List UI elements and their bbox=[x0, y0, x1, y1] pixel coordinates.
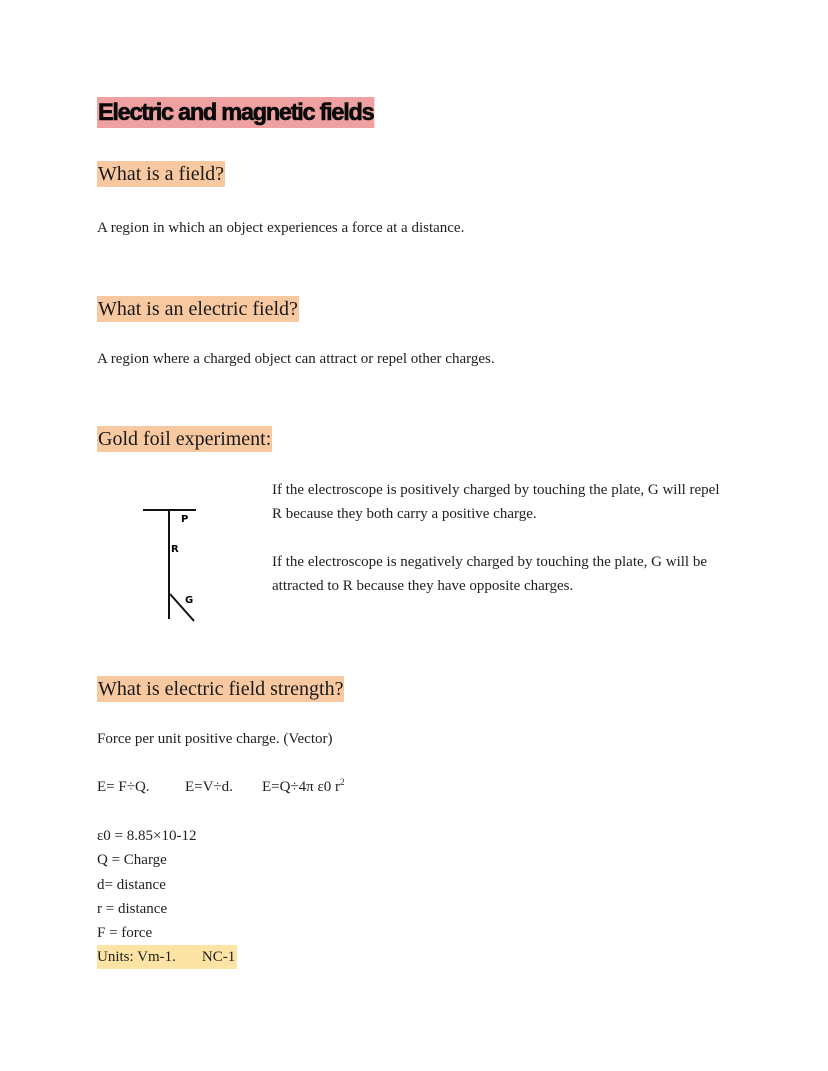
definition-force: F = force bbox=[97, 925, 153, 941]
section-heading-gold-foil: Gold foil experiment: bbox=[98, 428, 272, 450]
label-g: G bbox=[185, 595, 194, 606]
definition-r-distance: r = distance bbox=[97, 901, 168, 917]
definition-charge: Q = Charge bbox=[97, 852, 167, 868]
equation-coulomb bbox=[262, 775, 345, 799]
field-strength-definition: Force per unit positive charge. (Vector) bbox=[97, 731, 333, 747]
equation-voltage-distance: E=V÷d. bbox=[185, 779, 233, 795]
electroscope-diagram bbox=[130, 495, 220, 630]
label-r: R bbox=[171, 544, 179, 555]
units-line bbox=[97, 945, 237, 969]
section-heading-field-strength: What is electric field strength? bbox=[98, 678, 344, 700]
page-title: Electric and magnetic fields bbox=[97, 99, 374, 126]
definition-permittivity: ε0 = 8.85×10-12 bbox=[97, 828, 197, 844]
positive-charge-explanation: If the electroscope is positively charged by touching the plate, G will repel R because they both carry a positive charge. bbox=[272, 482, 720, 522]
equation-force-charge: E= F÷Q. bbox=[97, 779, 150, 795]
units-alt: NC-1 bbox=[201, 949, 236, 965]
definition-d-distance: d= distance bbox=[97, 877, 166, 893]
field-definition: A region in which an object experiences a force at a distance. bbox=[97, 220, 465, 236]
label-p: P bbox=[181, 514, 189, 525]
electric-field-definition: A region where a charged object can attract or repel other charges. bbox=[97, 351, 495, 367]
negative-charge-explanation: If the electroscope is negatively charged by touching the plate, G will be attracted to R because they have opposite charges. bbox=[272, 554, 707, 594]
section-heading-electric-field: What is an electric field? bbox=[98, 298, 298, 320]
equation-coulomb-exponent: 2 bbox=[340, 777, 345, 787]
units-label: Units: Vm-1. bbox=[97, 949, 176, 965]
section-heading-field: What is a field? bbox=[98, 163, 225, 185]
equation-coulomb-text: E=Q÷4π ε0 r bbox=[262, 779, 341, 795]
